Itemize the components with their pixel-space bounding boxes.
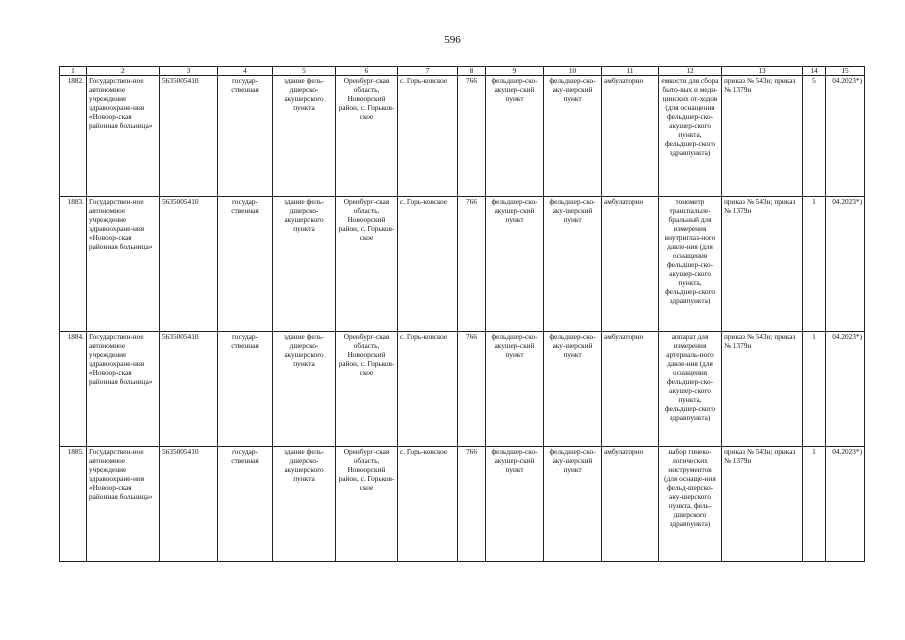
unit-type: фельдшер-ско-акушер-ский пункт [486,197,544,332]
care-conditions: амбулаторно [602,447,659,562]
unit-type: фельдшер-ско-акушер-ский пункт [486,447,544,562]
quantity: 1 [803,197,826,332]
equipment-name: аппарат для измерения артериаль-ного давле-ния (для оснащения фельдшер-ско-акушер-ского пункта, фельдшер-ского здравпункта) [659,332,722,447]
building-name: здание фель-дшерско-акушерского пункта [273,332,336,447]
equipment-name: набор гинеко-логических инструментов (для оснаще-ния фельд-шерско-аку-шерского пункта, фель-дшерского здравпункта) [659,447,722,562]
column-header: 11 [602,67,659,76]
care-conditions: амбулаторно [602,332,659,447]
column-header: 9 [486,67,544,76]
inn-code: 5635005410 [160,332,218,447]
regulation: приказ № 543н; приказ № 1379н [722,197,803,332]
care-conditions: амбулаторно [602,197,659,332]
table-row [60,447,865,562]
building-name: здание фель-дшерско-акушерского пункта [273,76,336,197]
department: фельдшер-ско-аку-шерский пункт [544,197,602,332]
deadline: 04.2023*) [826,76,865,197]
address: Оренбург-ская область, Новоорский район, с. Горьков-ское [336,332,398,447]
column-header: 15 [826,67,865,76]
settlement: с. Горь-ковское [398,197,458,332]
quantity: 1 [803,447,826,562]
deadline: 04.2023*) [826,197,865,332]
regulation: приказ № 543н; приказ № 1379н [722,76,803,197]
settlement: с. Горь-ковское [398,447,458,562]
department: фельдшер-ско-аку-шерский пункт [544,76,602,197]
population: 766 [458,447,486,562]
institution-name: Государствен-ное автономное учреждение здравоохране-ния «Новоор-ская районная больница» [87,197,160,332]
institution-name: Государствен-ное автономное учреждение здравоохране-ния «Новоор-ская районная больница» [87,447,160,562]
regulation: приказ № 543н; приказ № 1379н [722,447,803,562]
table-row [60,332,865,447]
header-row [60,67,865,76]
quantity: 1 [803,332,826,447]
care-conditions: амбулаторно [602,76,659,197]
column-header: 5 [273,67,336,76]
regulation: приказ № 543н; приказ № 1379н [722,332,803,447]
column-header: 1 [60,67,87,76]
quantity: 5 [803,76,826,197]
inn-code: 5635005410 [160,197,218,332]
registry-table [59,66,865,562]
column-header: 12 [659,67,722,76]
table-row [60,197,865,332]
address: Оренбург-ская область, Новоорский район, с. Горьков-ское [336,197,398,332]
department: фельдшер-ско-аку-шерский пункт [544,332,602,447]
row-number: 1885. [60,447,87,562]
unit-type: фельдшер-ско-акушер-ский пункт [486,76,544,197]
table-body [60,76,865,562]
address: Оренбург-ская область, Новоорский район, с. Горьков-ское [336,76,398,197]
ownership-form: государ-ственная [218,447,273,562]
deadline: 04.2023*) [826,447,865,562]
column-header: 10 [544,67,602,76]
institution-name: Государствен-ное автономное учреждение здравоохране-ния «Новоор-ская районная больница» [87,76,160,197]
settlement: с. Горь-ковское [398,332,458,447]
unit-type: фельдшер-ско-акушер-ский пункт [486,332,544,447]
equipment-name: емкости для сбора быто-вых и меди-цинских от-ходов (для оснащения фельдшер-ско-акушер-ского пункта, фельдшер-ского здравпункта) [659,76,722,197]
column-header: 4 [218,67,273,76]
table-row [60,76,865,197]
column-header: 2 [87,67,160,76]
population: 766 [458,197,486,332]
equipment-name: тонометр транспальпе-бральный для измерения внутриглаз-ного давле-ния (для оснащения фельдшер-ско-акушер-ского пункта, фельдшер-ского здравпункта) [659,197,722,332]
population: 766 [458,76,486,197]
column-header: 14 [803,67,826,76]
ownership-form: государ-ственная [218,197,273,332]
column-header: 13 [722,67,803,76]
column-header: 3 [160,67,218,76]
row-number: 1883. [60,197,87,332]
row-number: 1884. [60,332,87,447]
settlement: с. Горь-ковское [398,76,458,197]
column-header: 8 [458,67,486,76]
department: фельдшер-ско-аку-шерский пункт [544,447,602,562]
institution-name: Государствен-ное автономное учреждение здравоохране-ния «Новоор-ская районная больница» [87,332,160,447]
address: Оренбург-ская область, Новоорский район, с. Горьков-ское [336,447,398,562]
inn-code: 5635005410 [160,76,218,197]
building-name: здание фель-дшерско-акушерского пункта [273,447,336,562]
inn-code: 5635005410 [160,447,218,562]
ownership-form: государ-ственная [218,76,273,197]
population: 766 [458,332,486,447]
column-header: 6 [336,67,398,76]
column-header: 7 [398,67,458,76]
page-number: 596 [444,34,461,46]
row-number: 1882. [60,76,87,197]
deadline: 04.2023*) [826,332,865,447]
ownership-form: государ-ственная [218,332,273,447]
building-name: здание фель-дшерско-акушерского пункта [273,197,336,332]
